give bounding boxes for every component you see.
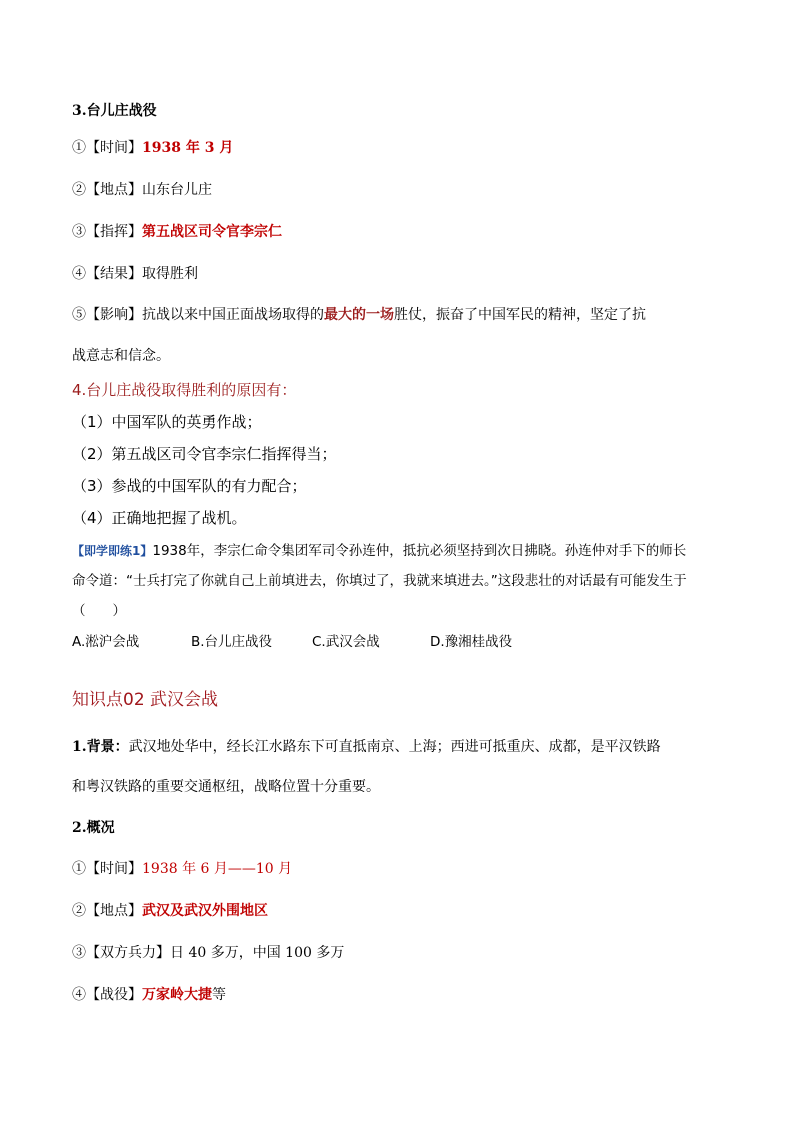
field-tag: 【时间】 [86, 861, 142, 877]
reason-item: （2）第五战区司令官李宗仁指挥得当； [72, 445, 337, 463]
circled-number: ① [72, 140, 86, 156]
exercise-options [72, 632, 632, 652]
wuhan-forces [72, 943, 344, 963]
exercise-question-line1 [72, 541, 686, 561]
taierzhuang-result [72, 264, 198, 284]
taierzhuang-impact-line2: 战意志和信念。 [72, 348, 170, 364]
circled-number: ② [72, 903, 86, 919]
field-value: 日 40 多万，中国 100 多万 [170, 945, 345, 961]
section-heading-taierzhuang: 3.台儿庄战役 [72, 103, 157, 119]
reason-item: （3）参战的中国军队的有力配合； [72, 477, 307, 495]
wuhan-time [72, 859, 292, 879]
field-tag: 【时间】 [86, 140, 142, 156]
field-value: 1938 年 6 月——10 月 [142, 861, 293, 877]
exercise-answer-blank: （ ） [72, 603, 126, 619]
field-value: 山东台儿庄 [142, 182, 212, 198]
wuhan-background-line2: 和粤汉铁路的重要交通枢纽，战略位置十分重要。 [72, 779, 380, 795]
field-tag: 【地点】 [86, 903, 142, 919]
taierzhuang-place [72, 180, 212, 200]
field-tag: 【地点】 [86, 182, 142, 198]
impact-text-continued: 胜仗，振奋了中国军民的精神，坚定了抗 [394, 307, 646, 323]
option-d: D.豫湘桂战役 [430, 634, 513, 650]
circled-number: ① [72, 861, 86, 877]
field-tag: 【双方兵力】 [86, 945, 170, 961]
wuhan-background-line1 [72, 737, 661, 757]
wuhan-battle [72, 985, 226, 1005]
field-tag: 【战役】 [86, 987, 142, 1003]
circled-number: ③ [72, 945, 86, 961]
taierzhuang-impact [72, 305, 646, 325]
field-value: 万家岭大捷 [142, 987, 212, 1003]
background-label: 1.背景： [72, 739, 129, 755]
field-value: 取得胜利 [142, 266, 198, 282]
reason-item: （1）中国军队的英勇作战； [72, 413, 262, 431]
taierzhuang-time [72, 138, 233, 158]
exercise-label: 【即学即练1】 [72, 544, 153, 558]
field-tag: 【结果】 [86, 266, 142, 282]
option-a: A.淞沪会战 [72, 634, 140, 650]
exercise-question-line2: 命令道：“士兵打完了你就自己上前填进去，你填过了，我就来填进去。”这段悲壮的对话最有可能发生于 [72, 573, 687, 589]
reason-item: （4）正确地把握了战机。 [72, 509, 247, 527]
reasons-heading: 4.台儿庄战役取得胜利的原因有： [72, 381, 297, 399]
taierzhuang-commander [72, 222, 282, 242]
section-title-wuhan: 知识点02 武汉会战 [72, 690, 219, 710]
circled-number: ② [72, 182, 86, 198]
option-b: B.台儿庄战役 [191, 634, 273, 650]
circled-number: ④ [72, 987, 86, 1003]
background-text: 武汉地处华中，经长江水路东下可直抵南京、上海；西进可抵重庆、成都，是平汉铁路 [128, 739, 661, 755]
field-value: 1938 年 3 月 [142, 140, 234, 156]
field-tag: 【指挥】 [86, 224, 142, 240]
circled-number: ④ [72, 266, 86, 282]
field-tag: 【影响】 [86, 307, 142, 323]
overview-heading: 2.概况 [72, 820, 115, 836]
circled-number: ③ [72, 224, 86, 240]
option-c: C.武汉会战 [312, 634, 380, 650]
exercise-text: 1938年，李宗仁命令集团军司令孙连仲，抵抗必须坚持到次日拂晓。孙连仲对手下的师长 [152, 543, 687, 559]
circled-number: ⑤ [72, 307, 86, 323]
field-suffix: 等 [212, 987, 226, 1003]
field-value: 第五战区司令官李宗仁 [142, 224, 282, 240]
impact-emphasis: 最大的一场 [324, 307, 394, 323]
wuhan-place [72, 901, 268, 921]
field-value: 武汉及武汉外围地区 [142, 903, 268, 919]
impact-text: 抗战以来中国正面战场取得的 [142, 307, 324, 323]
